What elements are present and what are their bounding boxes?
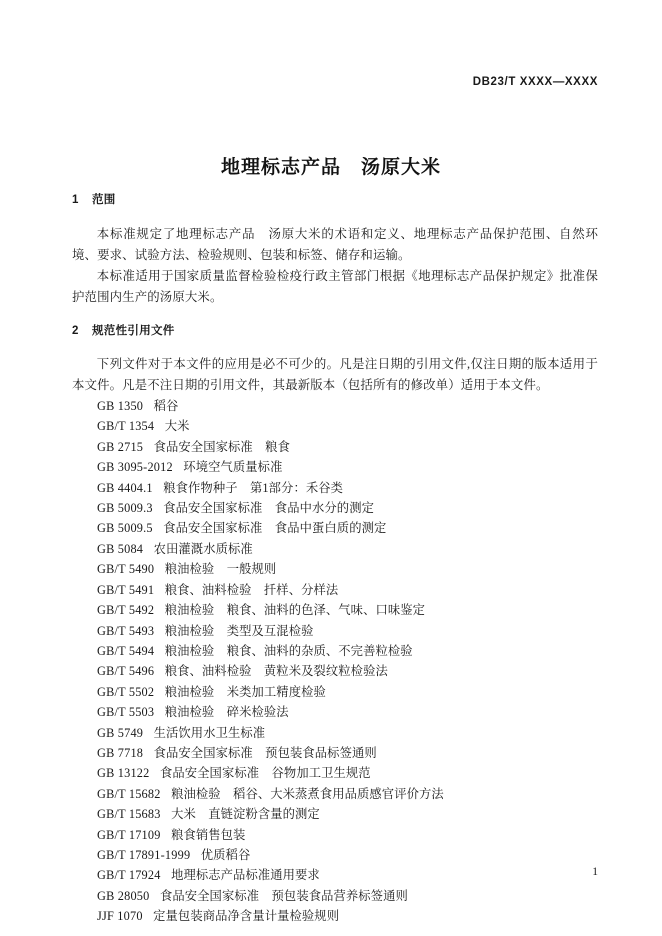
section-1-paragraph-1: 本标准规定了地理标志产品 汤原大米的术语和定义、地理标志产品保护范围、自然环境、要求、试验方法、检验规则、包装和标签、储存和运输。 — [72, 226, 598, 262]
section-heading-1 — [72, 193, 598, 209]
section-number-1: 1 — [72, 194, 79, 206]
reference-title: 粮油检验 米类加工精度检验 — [164, 684, 326, 699]
reference-item — [72, 723, 598, 743]
reference-code: GB/T 5502 — [97, 684, 155, 699]
reference-code: GB/T 5496 — [97, 664, 155, 679]
reference-title: 粮油检验 粮食、油料的色泽、气味、口味鉴定 — [164, 603, 426, 618]
reference-item — [72, 804, 598, 824]
reference-title: 优质稻谷 — [200, 847, 251, 862]
reference-item — [72, 784, 598, 804]
reference-title: 环境空气质量标准 — [183, 460, 283, 475]
reference-item — [72, 763, 598, 783]
page-number: 1 — [592, 866, 598, 878]
reference-item — [72, 702, 598, 722]
reference-code: GB 5009.5 — [97, 521, 153, 536]
reference-title: 食品安全国家标准 粮食 — [153, 439, 290, 454]
reference-code: GB/T 5494 — [97, 643, 155, 658]
document-header-standard-number: DB23/T XXXX—XXXX — [472, 76, 598, 88]
reference-item — [72, 539, 598, 559]
reference-item — [72, 580, 598, 600]
reference-title: 农田灌溉水质标准 — [153, 541, 253, 556]
reference-title: 粮食作物种子 第1部分：禾谷类 — [163, 480, 344, 495]
section-heading-2 — [72, 324, 598, 340]
reference-code: GB 1350 — [97, 399, 144, 414]
reference-code: GB/T 17924 — [97, 868, 161, 883]
reference-title: 粮食、油料检验 扦样、分样法 — [164, 582, 339, 597]
reference-item — [72, 457, 598, 477]
reference-code: GB/T 15682 — [97, 786, 161, 801]
normative-reference-list — [72, 396, 598, 927]
reference-code: GB 4404.1 — [97, 480, 153, 495]
reference-code: JJF 1070 — [97, 909, 143, 924]
reference-title: 食品安全国家标准 食品中蛋白质的测定 — [163, 521, 387, 536]
reference-item — [72, 600, 598, 620]
section-number-2: 2 — [72, 324, 79, 337]
reference-code: GB/T 5493 — [97, 623, 155, 638]
reference-code: GB/T 5490 — [97, 562, 155, 577]
reference-code: GB/T 17109 — [97, 827, 161, 842]
reference-code: GB 5749 — [97, 725, 144, 740]
section-2-paragraph-1: 下列文件对于本文件的应用是必不可少的。凡是注日期的引用文件,仅注日期的版本适用于本文件。凡是不注日期的引用文件，其最新版本（包括所有的修改单）适用于本文件。 — [72, 357, 598, 393]
reference-item — [72, 498, 598, 518]
reference-code: GB 5084 — [97, 541, 144, 556]
reference-title: 食品安全国家标准 食品中水分的测定 — [163, 501, 374, 516]
reference-title: 粮食、油料检验 黄粒米及裂纹粒检验法 — [164, 664, 388, 679]
page-title: 地理标志产品 汤原大米 — [220, 156, 441, 178]
reference-item — [72, 661, 598, 681]
spacer — [72, 339, 598, 354]
reference-code: GB 7718 — [97, 745, 144, 760]
reference-code: GB 3095-2012 — [97, 460, 173, 475]
reference-title: 粮油检验 一般规则 — [164, 562, 277, 577]
reference-item — [72, 416, 598, 436]
reference-code: GB/T 17891-1999 — [97, 847, 191, 862]
reference-code: GB 5009.3 — [97, 501, 153, 516]
reference-title: 粮油检验 碎米检验法 — [164, 705, 289, 720]
reference-code: GB/T 5503 — [97, 705, 155, 720]
reference-code: GB 28050 — [97, 888, 150, 903]
reference-code: GB/T 5492 — [97, 603, 155, 618]
reference-item — [72, 886, 598, 906]
section-title-2: 规范性引用文件 — [92, 324, 175, 337]
reference-item — [72, 825, 598, 845]
reference-title: 食品安全国家标准 预包装食品标签通则 — [153, 745, 377, 760]
reference-title: 定量包装商品净含量计量检验规则 — [153, 909, 340, 924]
reference-item — [72, 906, 598, 926]
reference-item — [72, 621, 598, 641]
reference-title: 大米 — [164, 419, 190, 434]
reference-item — [72, 743, 598, 763]
reference-item — [72, 518, 598, 538]
reference-title: 粮油检验 稻谷、大米蒸煮食用品质感官评价方法 — [171, 786, 444, 801]
section-1-paragraph-2: 本标准适用于国家质量监督检验检疫行政主管部门根据《地理标志产品保护规定》批准保护范围内生产的汤原大米。 — [72, 268, 598, 304]
reference-item — [72, 559, 598, 579]
reference-title: 生活饮用水卫生标准 — [153, 725, 266, 740]
reference-item — [72, 682, 598, 702]
reference-item — [72, 478, 598, 498]
reference-item — [72, 641, 598, 661]
spacer — [72, 209, 598, 224]
reference-item — [72, 437, 598, 457]
reference-title: 地理标志产品标准通用要求 — [171, 868, 320, 883]
reference-title: 粮油检验 类型及互混检验 — [164, 623, 314, 638]
spacer — [72, 308, 598, 324]
reference-title: 粮食销售包装 — [171, 827, 246, 842]
reference-title: 稻谷 — [153, 399, 179, 414]
reference-title: 大米 直链淀粉含量的测定 — [171, 807, 320, 822]
reference-item — [72, 396, 598, 416]
section-title-1: 范围 — [92, 194, 116, 206]
reference-code: GB/T 15683 — [97, 807, 161, 822]
reference-code: GB 2715 — [97, 439, 144, 454]
reference-item — [72, 845, 598, 865]
reference-title: 食品安全国家标准 谷物加工卫生规范 — [159, 766, 371, 781]
reference-item — [72, 865, 598, 885]
reference-code: GB/T 5491 — [97, 582, 155, 597]
reference-title: 食品安全国家标准 预包装食品营养标签通则 — [159, 888, 408, 903]
reference-code: GB/T 1354 — [97, 419, 155, 434]
reference-code: GB 13122 — [97, 766, 150, 781]
document-body — [72, 193, 598, 927]
reference-title: 粮油检验 粮食、油料的杂质、不完善粒检验 — [164, 643, 413, 658]
